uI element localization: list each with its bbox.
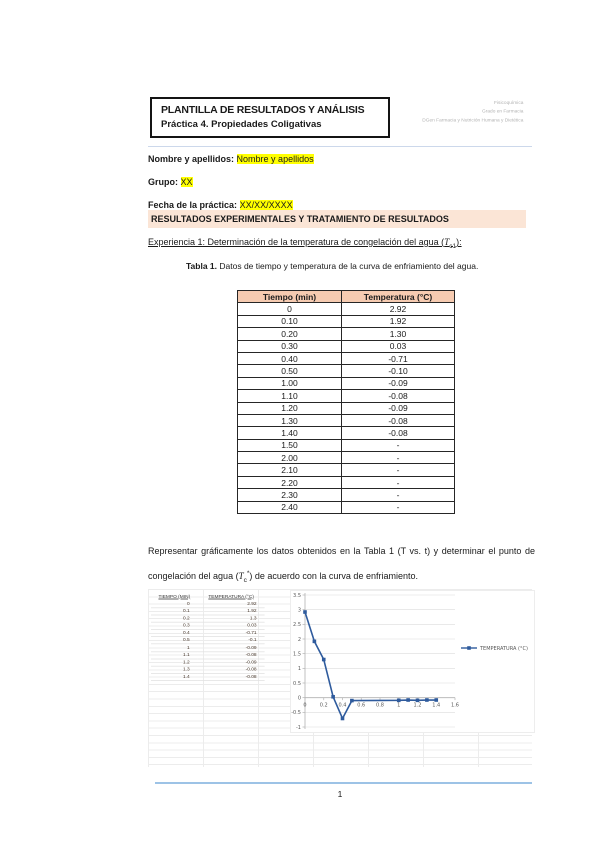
- table-cell: -0.08: [342, 414, 455, 426]
- table-cell: -0.71: [342, 352, 455, 364]
- table-row: [238, 315, 455, 327]
- table-row: [238, 501, 455, 513]
- table-cell: 0.10: [238, 315, 342, 327]
- y-tick-label: 3.5: [293, 592, 301, 599]
- temperature-symbol: T: [444, 237, 450, 247]
- table-cell: 1.50: [238, 439, 342, 451]
- instruction-paragraph: [148, 541, 535, 591]
- spreadsheet-data-table: [151, 593, 265, 681]
- header-title-box: [150, 97, 390, 138]
- y-tick-label: 2: [297, 636, 301, 643]
- course-info: [422, 99, 523, 125]
- table-cell: -0.71: [198, 630, 265, 637]
- table-row: [238, 427, 455, 439]
- x-tick-label: 0.4: [338, 702, 347, 709]
- y-tick-label: -0.5: [291, 710, 301, 717]
- table-row: [238, 464, 455, 476]
- page-number: 1: [337, 789, 343, 799]
- header-divider: [148, 146, 532, 147]
- table-cell: -0.1: [198, 637, 265, 644]
- table-cell: 0.20: [238, 328, 342, 340]
- table-cell: 2.92: [198, 601, 265, 608]
- table-cell: 2.30: [238, 489, 342, 501]
- table-row: [151, 673, 265, 680]
- y-tick-label: 2.5: [293, 622, 301, 629]
- table-cell: 1.30: [342, 328, 455, 340]
- field-name-label: Nombre y apellidos:: [148, 154, 235, 164]
- table-cell: -: [342, 476, 455, 488]
- table-row: [151, 637, 265, 644]
- table-cell: 0.40: [238, 352, 342, 364]
- table-cell: 1.92: [198, 608, 265, 615]
- table-row: [238, 377, 455, 389]
- table-row: [238, 402, 455, 414]
- x-tick-label: 0.2: [319, 702, 328, 709]
- table-cell: 1.40: [238, 427, 342, 439]
- table-cell: -0.10: [342, 365, 455, 377]
- table-cell: 0.3: [151, 622, 198, 629]
- course-info-line: Grado en Farmacia: [481, 109, 523, 115]
- sheet-header-row: [151, 593, 265, 601]
- chart-marker: [425, 698, 429, 702]
- table-cell: -0.08: [198, 673, 265, 680]
- table-cell: -: [342, 439, 455, 451]
- temperature-symbol: T: [238, 570, 244, 581]
- cooling-chart: [291, 591, 536, 734]
- y-tick-label: 1.5: [293, 651, 301, 658]
- table-cell: 0.30: [238, 340, 342, 352]
- y-tick-label: 0: [297, 695, 301, 702]
- table-row: [151, 622, 265, 629]
- field-group-value: XX: [180, 177, 193, 187]
- page-title: PLANTILLA DE RESULTADOS Y ANÁLISIS: [161, 104, 365, 116]
- temperature-subscript: c: [243, 576, 247, 584]
- table-row: [238, 365, 455, 377]
- x-tick-label: 1.2: [413, 702, 422, 709]
- table-cell: 1.1: [151, 651, 198, 658]
- table-cell: -: [342, 489, 455, 501]
- sheet-column-header-time: TIEMPO (MIN): [158, 594, 191, 600]
- sheet-column-header-temperature: TEMPERATURA (°C): [208, 594, 254, 600]
- table-row: [151, 601, 265, 608]
- course-info-line: Fisicoquímica: [493, 100, 523, 106]
- table-cell: 1.92: [342, 315, 455, 327]
- table-cell: -0.08: [198, 651, 265, 658]
- y-tick-label: 3: [297, 607, 301, 614]
- footer-divider: [155, 782, 532, 784]
- table-cell: 0.5: [151, 637, 198, 644]
- chart-marker: [341, 717, 345, 721]
- sheet-table-body: [151, 601, 265, 681]
- x-tick-label: 1: [397, 702, 401, 709]
- table-row: [238, 340, 455, 352]
- table-cell: 0.03: [198, 622, 265, 629]
- table-cell: 2.92: [342, 303, 455, 315]
- field-date: [148, 200, 293, 210]
- x-tick-label: 1.6: [451, 702, 459, 709]
- table-row: [151, 630, 265, 637]
- legend-marker: [467, 646, 471, 650]
- table1-caption: [186, 261, 478, 271]
- table-cell: -: [342, 464, 455, 476]
- chart-container: [290, 590, 535, 733]
- spreadsheet-region: [148, 589, 532, 767]
- x-tick-label: 1.4: [432, 702, 441, 709]
- table-cell: -0.09: [342, 377, 455, 389]
- chart-marker: [322, 658, 326, 662]
- field-group: [148, 177, 193, 187]
- table-cell: 1: [151, 644, 198, 651]
- field-name: [148, 154, 314, 164]
- table-cell: -0.08: [342, 390, 455, 402]
- table-row: [238, 328, 455, 340]
- table-cell: 0: [151, 601, 198, 608]
- table-cell: 2.10: [238, 464, 342, 476]
- table-cell: 1.30: [238, 414, 342, 426]
- chart-marker: [303, 610, 307, 614]
- y-tick-label: -1: [296, 724, 301, 731]
- table-cell: -: [342, 452, 455, 464]
- experience-heading: [148, 237, 462, 250]
- table-cell: 0.4: [151, 630, 198, 637]
- column-header-temperature: Temperatura (°C): [342, 291, 455, 303]
- field-date-value: XX/XX/XXXX: [239, 200, 293, 210]
- chart-marker: [331, 695, 335, 699]
- table-row: [238, 352, 455, 364]
- table-cell: 0: [238, 303, 342, 315]
- table-row: [151, 615, 265, 622]
- temperature-superscript: *: [246, 569, 250, 577]
- table-cell: 1.2: [151, 659, 198, 666]
- experience-text: Experiencia 1: Determinación de la temperatura de congelación del agua (: [148, 237, 445, 247]
- experience-suffix: ):: [456, 237, 462, 247]
- table-row: [238, 303, 455, 315]
- data-table: [237, 290, 455, 514]
- y-tick-label: 0.5: [293, 680, 301, 687]
- chart-marker: [416, 699, 420, 703]
- chart-marker: [397, 699, 401, 703]
- table-row: [238, 390, 455, 402]
- chart-marker: [350, 699, 354, 703]
- chart-marker: [434, 698, 438, 702]
- x-tick-label: 0.8: [376, 702, 384, 709]
- table-row: [151, 651, 265, 658]
- table-cell: -0.09: [342, 402, 455, 414]
- table-row: [151, 608, 265, 615]
- paragraph-text: Representar gráficamente los datos obtenidos en la Tabla 1 (T vs. t) y determinar el punto de congelación del agua (: [148, 546, 535, 581]
- paragraph-text: ) de acuerdo con la curva de enfriamiento.: [249, 570, 418, 581]
- field-name-value: Nombre y apellidos: [236, 154, 314, 164]
- table-row: [151, 644, 265, 651]
- legend-label: TEMPERATURA (°C): [480, 645, 528, 652]
- table-cell: 1.10: [238, 390, 342, 402]
- table-row: [238, 414, 455, 426]
- table-cell: 0.03: [342, 340, 455, 352]
- table-cell: 2.00: [238, 452, 342, 464]
- table-cell: -: [342, 501, 455, 513]
- table-cell: 1.3: [198, 615, 265, 622]
- section-heading: RESULTADOS EXPERIMENTALES Y TRATAMIENTO DE RESULTADOS: [148, 210, 526, 228]
- table1-caption-text: Datos de tiempo y temperatura de la curva de enfriamiento del agua.: [217, 261, 479, 271]
- table-cell: -0.08: [198, 666, 265, 673]
- table-cell: 2.20: [238, 476, 342, 488]
- page-subtitle: Práctica 4. Propiedades Coligativas: [161, 119, 322, 130]
- table-row: [238, 452, 455, 464]
- table-cell: 1.00: [238, 377, 342, 389]
- chart-marker: [313, 640, 317, 644]
- x-tick-label: 0: [303, 702, 307, 709]
- field-group-label: Grupo:: [148, 177, 178, 187]
- table-cell: -0.09: [198, 659, 265, 666]
- table-cell: 1.20: [238, 402, 342, 414]
- table-cell: 0.50: [238, 365, 342, 377]
- chart-marker: [406, 698, 410, 702]
- table-cell: 2.40: [238, 501, 342, 513]
- x-tick-label: 0.6: [357, 702, 366, 709]
- temperature-subscript: c1: [449, 242, 457, 250]
- table1-caption-label: Tabla 1.: [186, 261, 218, 271]
- table-header-row: [238, 291, 455, 303]
- table-row: [238, 439, 455, 451]
- table1-body: [238, 303, 455, 514]
- table-cell: 0.1: [151, 608, 198, 615]
- table-row: [238, 489, 455, 501]
- y-tick-label: 1: [297, 666, 301, 673]
- table-cell: -0.09: [198, 644, 265, 651]
- table-cell: 1.3: [151, 666, 198, 673]
- column-header-time: Tiempo (min): [238, 291, 342, 303]
- table-cell: -0.08: [342, 427, 455, 439]
- field-date-label: Fecha de la práctica:: [148, 200, 238, 210]
- course-info-line: DGen Farmacia y Nutrición Humana y Dietética: [421, 118, 523, 123]
- table-row: [151, 659, 265, 666]
- table-cell: 1.4: [151, 673, 198, 680]
- table-row: [151, 666, 265, 673]
- table-cell: 0.2: [151, 615, 198, 622]
- table-row: [238, 476, 455, 488]
